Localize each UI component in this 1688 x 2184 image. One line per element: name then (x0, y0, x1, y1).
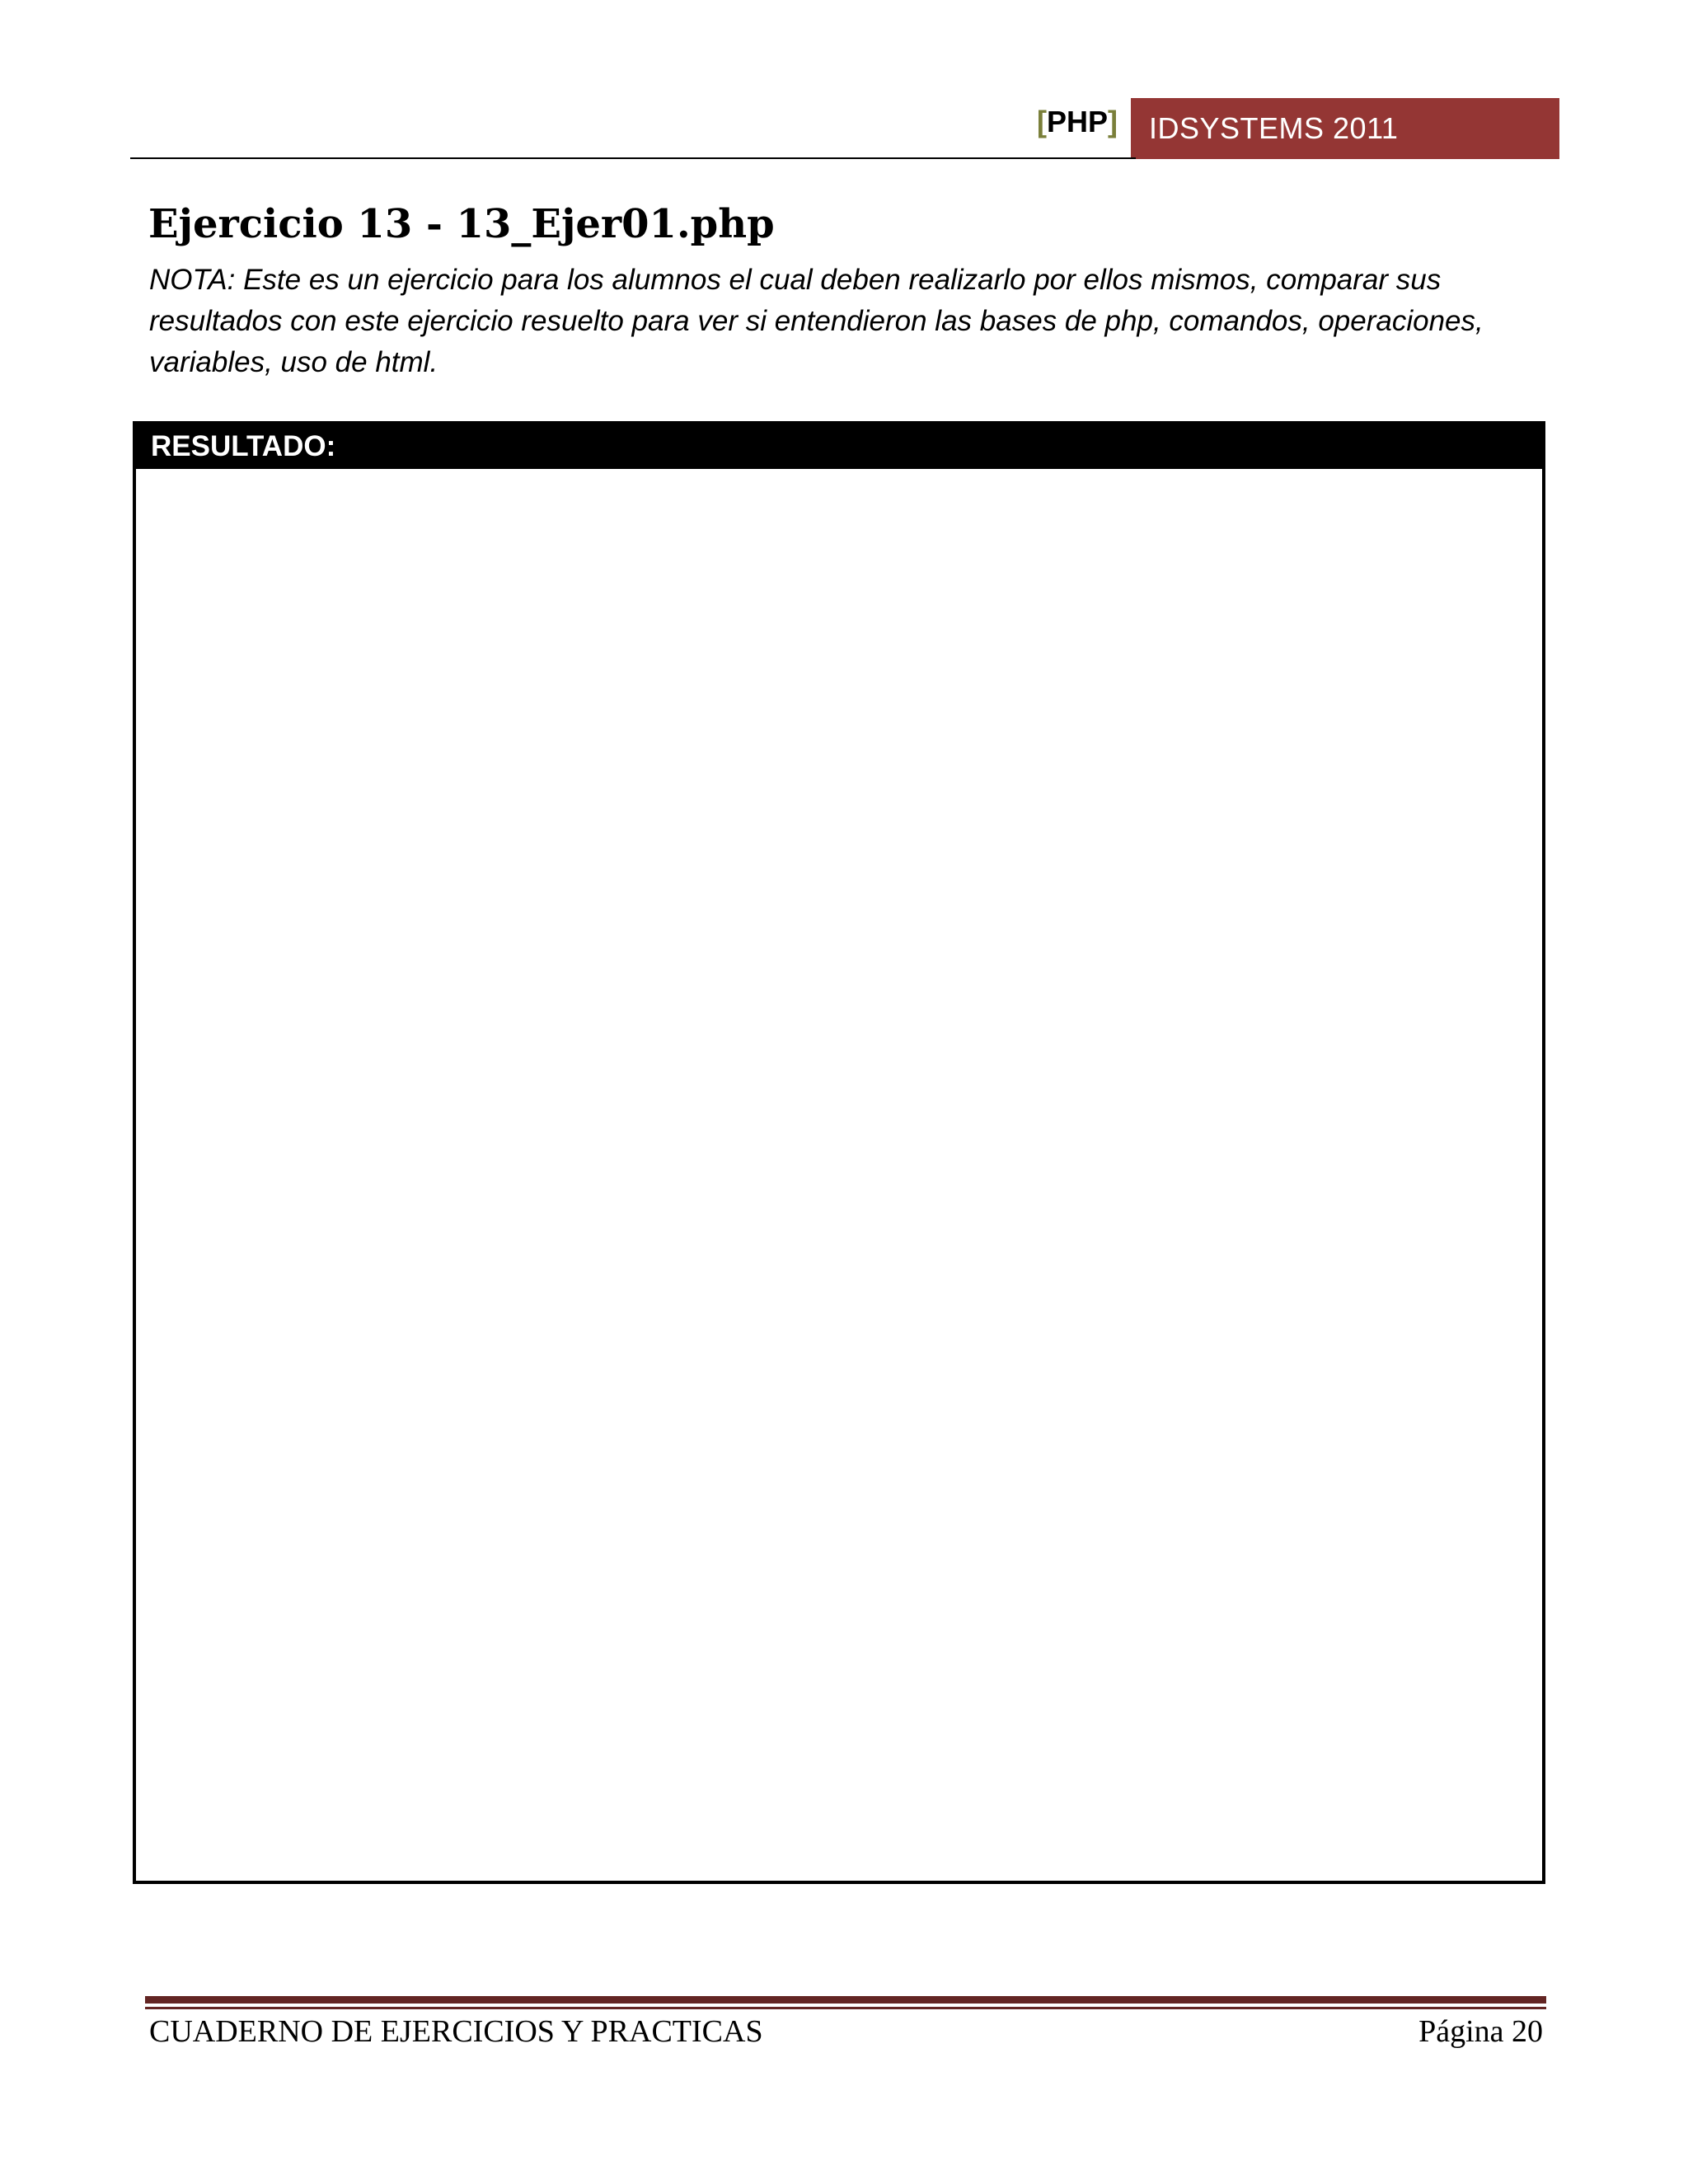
exercise-title: Ejercicio 13 - 13_Ejer01.php (148, 201, 775, 247)
header-section-tag (1037, 107, 1118, 137)
footer-rule-thick (145, 1996, 1546, 2004)
footer-rule-thin (145, 2007, 1546, 2009)
footer-document-title: CUADERNO DE EJERCICIOS Y PRACTICAS (149, 2014, 763, 2049)
exercise-note: NOTA: Este es un ejercicio para los alumnos el cual deben realizarlo por ellos mismos, comparar sus resultados con este ejercicio resuelto para ver si entendieron las bases de php, comandos, operaciones, variables, uso de html. (149, 264, 1484, 378)
result-header (136, 424, 1542, 469)
result-label: RESULTADO: (151, 430, 336, 462)
header-bracket-open: [ (1037, 105, 1047, 138)
header-bracket-close: ] (1108, 105, 1118, 138)
footer-page-number: Página 20 (1418, 2014, 1543, 2049)
header-tag-label: PHP (1047, 105, 1109, 138)
header-band (1131, 98, 1559, 159)
header-rule (130, 157, 1136, 159)
header-band-text: IDSYSTEMS 2011 (1149, 111, 1399, 145)
result-box (133, 421, 1545, 1884)
